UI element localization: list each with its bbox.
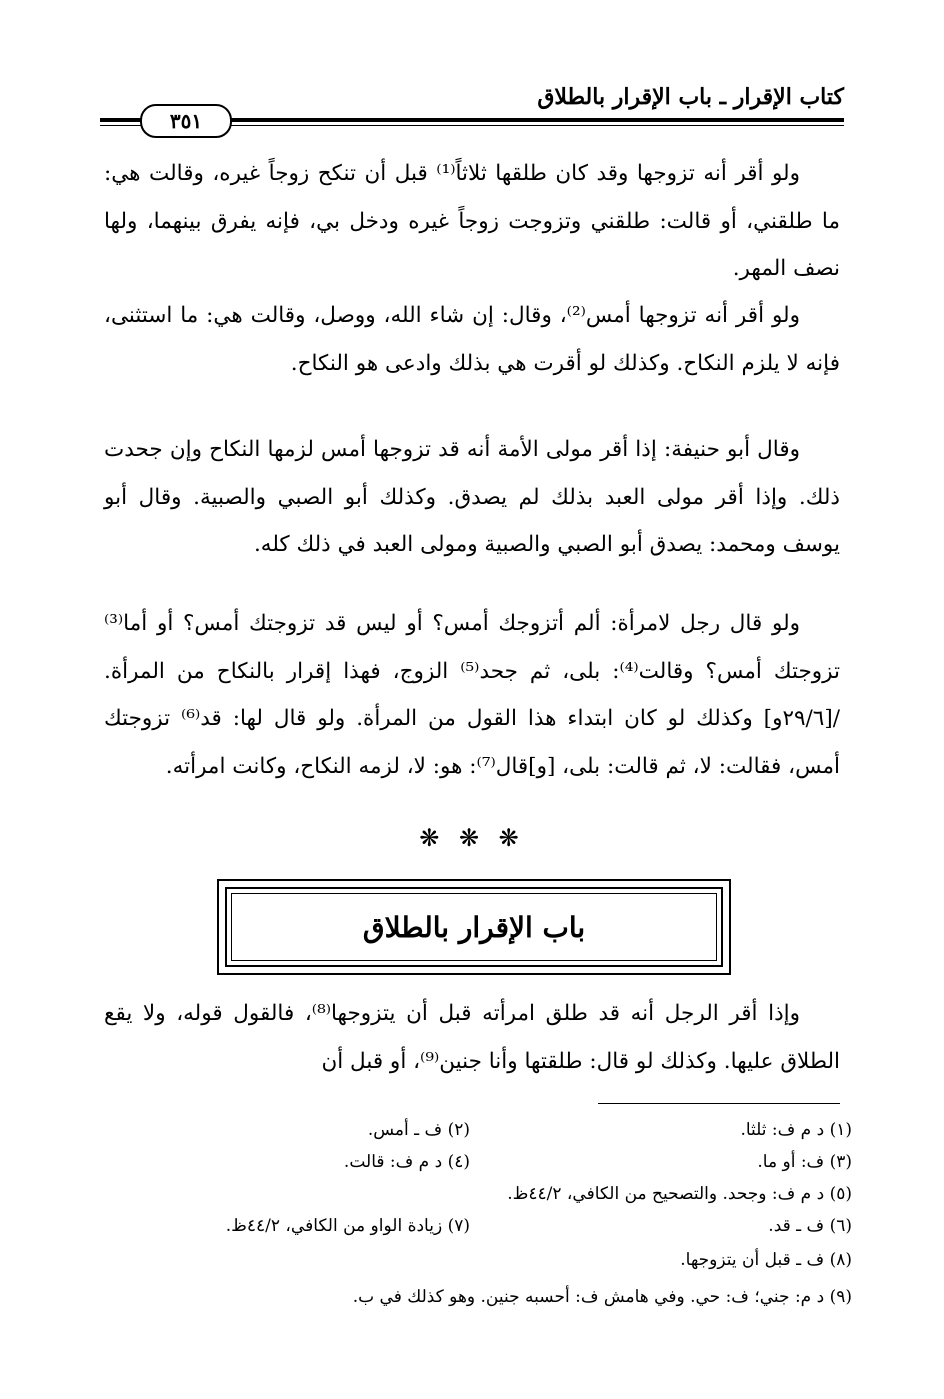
- footnote-text: د م ف: ثلثا.: [740, 1120, 825, 1140]
- page-number: ٣٥١: [140, 104, 232, 138]
- footnote: [344, 1152, 470, 1172]
- footnote-text: د م ف: قالت.: [343, 1152, 443, 1172]
- footnote: [757, 1152, 852, 1172]
- running-title: كتاب الإقرار ـ باب الإقرار بالطلاق: [537, 84, 844, 110]
- paragraph: [104, 292, 840, 387]
- footnote-separator: [598, 1103, 840, 1104]
- footnote: [680, 1250, 852, 1270]
- footnote-number: (٧): [447, 1216, 470, 1236]
- footnote-number: (٨): [829, 1250, 852, 1270]
- footnote-number: (١): [829, 1120, 852, 1140]
- section-divider: ❋ ❋ ❋: [419, 824, 525, 852]
- paragraph: [104, 600, 840, 790]
- footnote-text: ف ـ قد.: [768, 1216, 825, 1236]
- chapter-title-frame: [217, 879, 731, 975]
- footnote: [507, 1184, 852, 1204]
- footnote-number: (٣): [829, 1152, 852, 1172]
- footnote-text: د م: جني؛ ف: حي. وفي هامش ف: أحسبه جنين. وهو كذلك في ب.: [352, 1287, 825, 1307]
- footnote-text: ف ـ قبل أن يتزوجها.: [680, 1250, 825, 1270]
- paragraph-text: ولو أقر أنه تزوجها أمس⁽²⁾، وقال: إن شاء الله، ووصل، وقالت هي: ما استثنى، فإنه لا يلزم النكاح. وكذلك لو أقرت هي بذلك وادعى هو النكاح.: [104, 303, 840, 376]
- footnote-text: د م ف: وجحد. والتصحيح من الكافي، ٤٤/٢ظ.: [507, 1184, 825, 1204]
- paragraph: [104, 426, 840, 569]
- paragraph-text: وإذا أقر الرجل أنه قد طلق امرأته قبل أن يتزوجها⁽⁸⁾، فالقول قوله، ولا يقع الطلاق عليها. وكذلك لو قال: طلقتها وأنا جنين⁽⁹⁾، أو قبل أن: [104, 1001, 840, 1074]
- chapter-title: باب الإقرار بالطلاق: [362, 910, 586, 944]
- footnote: [353, 1287, 852, 1307]
- paragraph: [104, 150, 840, 293]
- paragraph-text: ولو أقر أنه تزوجها وقد كان طلقها ثلاثاً⁽¹⁾ قبل أن تنكح زوجاً غيره، وقالت هي: ما طلقني، أو قالت: طلقني وتزوجت زوجاً غيره ودخل بي، فإنه يفرق بينهما، ولها نصف المهر.: [104, 161, 840, 281]
- footnote-number: (٤): [447, 1152, 470, 1172]
- footnote-text: زيادة الواو من الكافي، ٤٤/٢ظ.: [225, 1216, 443, 1236]
- footnote: [740, 1120, 852, 1140]
- paragraph-text: ولو قال رجل لامرأة: ألم أتزوجك أمس؟ أو ليس قد تزوجتك أمس؟ أو أما⁽³⁾ تزوجتك أمس؟ وقالت⁽⁴⁾: بلى، ثم جحد⁽⁵⁾ الزوج، فهذا إقرار بالنكاح من المرأة. /[٢٩/٦و] وكذلك لو كان ابتداء هذا القول من المرأة. ولو قال لها: قد⁽⁶⁾ تزوجتك أمس، فقالت: لا، ثم قالت: بلى، [و]قال⁽⁷⁾: هو: لا، لزمه النكاح، وكانت امرأته.: [104, 611, 841, 779]
- footnote-text: ف ـ أمس.: [367, 1120, 443, 1140]
- footnote-number: (٩): [829, 1287, 852, 1307]
- footnote-text: ف: أو ما.: [757, 1152, 825, 1172]
- footnote: [368, 1120, 470, 1140]
- paragraph: [104, 990, 840, 1085]
- footnote-number: (٥): [829, 1184, 852, 1204]
- footnote-number: (٦): [829, 1216, 852, 1236]
- footnote: [226, 1216, 470, 1236]
- paragraph-text: وقال أبو حنيفة: إذا أقر مولى الأمة أنه قد تزوجها أمس لزمها النكاح وإن جحدت ذلك. وإذا أقر مولى العبد بذلك لم يصدق. وكذلك أبو الصبي والصبية. وقال أبو يوسف ومحمد: يصدق أبو الصبي والصبية ومولى العبد في ذلك كله.: [104, 437, 840, 557]
- footnote-number: (٢): [447, 1120, 470, 1140]
- footnote: [768, 1216, 852, 1236]
